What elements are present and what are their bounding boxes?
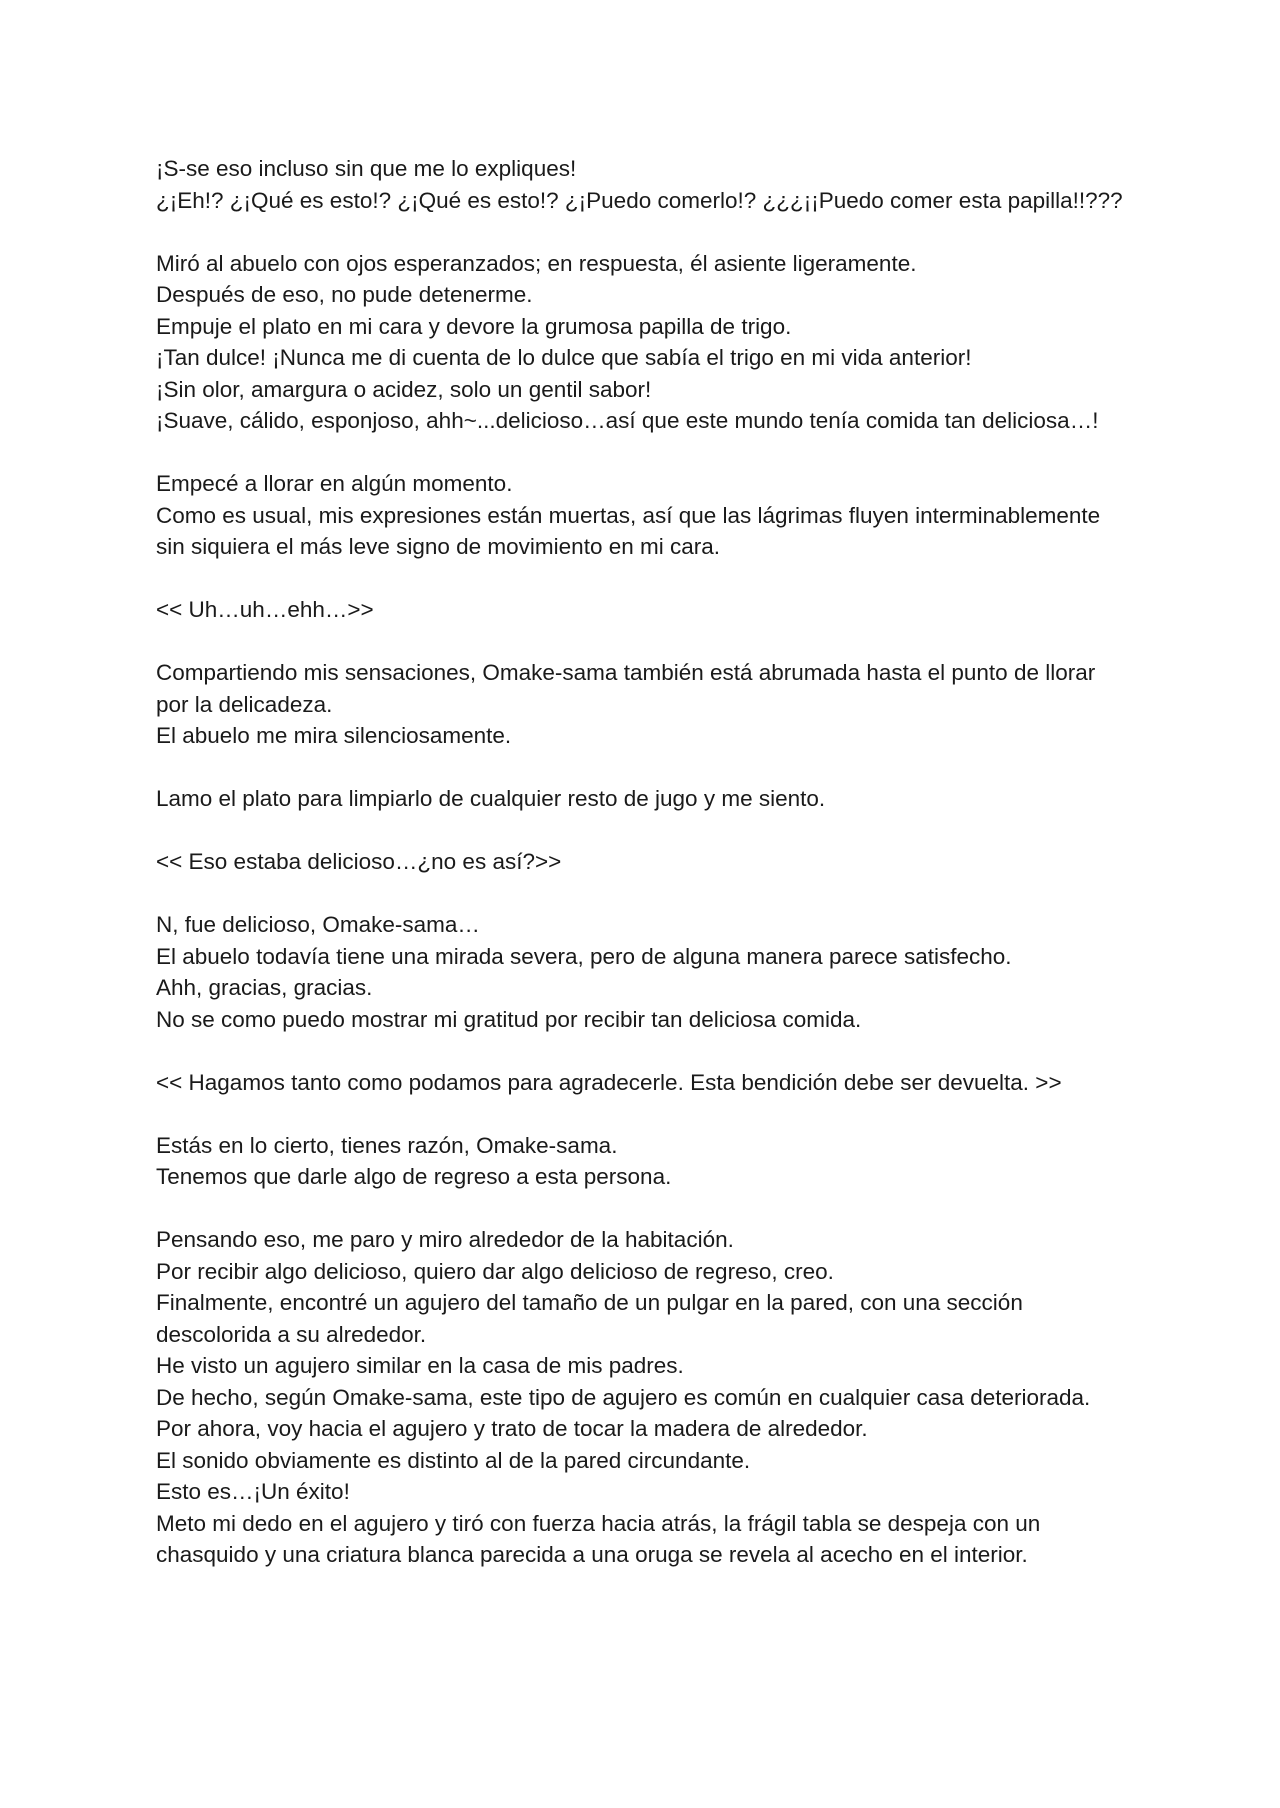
paragraph — [156, 783, 1126, 815]
text-line: Ahh, gracias, gracias. — [156, 975, 373, 1000]
document-body — [156, 153, 1126, 1602]
text-line: Después de eso, no pude detenerme. — [156, 282, 533, 307]
text-line: El abuelo todavía tiene una mirada severa, pero de alguna manera parece satisfecho. — [156, 943, 1012, 969]
text-line: El sonido obviamente es distinto al de la pared circundante. — [156, 1447, 751, 1473]
text-line: Finalmente, encontré un agujero del tamaño de un pulgar en la pared, con una sección descolorida a su alrededor. — [156, 1290, 1030, 1347]
text-line: ¡Suave, cálido, esponjoso, ahh~...delicioso…así que este mundo tenía comida tan deliciosa…! — [156, 408, 1099, 433]
text-line: Por recibir algo delicioso, quiero dar algo delicioso de regreso, creo. — [156, 1258, 834, 1284]
text-line: Meto mi dedo en el agujero y tiró con fuerza hacia atrás, la frágil tabla se despeja con un chasquido y una criatura blanca parecida a una oruga se revela al acecho en el interior. — [156, 1510, 1047, 1567]
text-line: Miró al abuelo con ojos esperanzados; en respuesta, él asiente ligeramente. — [156, 250, 917, 276]
text-line: Esto es…¡Un éxito! — [156, 1479, 350, 1504]
paragraph — [156, 1224, 1126, 1571]
paragraph — [156, 846, 1126, 878]
paragraph — [156, 1067, 1126, 1099]
text-line: << Hagamos tanto como podamos para agradecerle. Esta bendición debe ser devuelta. >> — [156, 1069, 1062, 1095]
paragraph — [156, 1130, 1126, 1193]
text-line: << Eso estaba delicioso…¿no es así?>> — [156, 849, 562, 874]
text-line: De hecho, según Omake-sama, este tipo de agujero es común en cualquier casa deteriorada. — [156, 1384, 1091, 1410]
text-line: ¡Tan dulce! ¡Nunca me di cuenta de lo dulce que sabía el trigo en mi vida anterior! — [156, 345, 972, 370]
text-line: Pensando eso, me paro y miro alrededor de la habitación. — [156, 1227, 734, 1252]
text-line: Empecé a llorar en algún momento. — [156, 471, 513, 496]
text-line: Por ahora, voy hacia el agujero y trato de tocar la madera de alrededor. — [156, 1416, 868, 1441]
paragraph — [156, 248, 1126, 437]
text-line: No se como puedo mostrar mi gratitud por recibir tan deliciosa comida. — [156, 1006, 862, 1032]
paragraph — [156, 909, 1126, 1035]
text-line: He visto un agujero similar en la casa de mis padres. — [156, 1353, 684, 1378]
text-line: << Uh…uh…ehh…>> — [156, 597, 374, 622]
text-line: N, fue delicioso, Omake-sama… — [156, 912, 480, 937]
paragraph — [156, 153, 1126, 216]
text-line: El abuelo me mira silenciosamente. — [156, 723, 512, 748]
text-line: Tenemos que darle algo de regreso a esta persona. — [156, 1164, 672, 1189]
text-line: ¡S-se eso incluso sin que me lo expliques! — [156, 156, 577, 181]
text-line: ¡Sin olor, amargura o acidez, solo un gentil sabor! — [156, 376, 652, 402]
text-line: Estás en lo cierto, tienes razón, Omake-sama. — [156, 1132, 618, 1158]
text-line: Empuje el plato en mi cara y devore la grumosa papilla de trigo. — [156, 313, 792, 339]
paragraph — [156, 594, 1126, 626]
text-line: Lamo el plato para limpiarlo de cualquier resto de jugo y me siento. — [156, 786, 826, 811]
text-line: ¿¡Eh!? ¿¡Qué es esto!? ¿¡Qué es esto!? ¿¡Puedo comerlo!? ¿¿¿¡¡Puedo comer esta papilla!!??? — [156, 187, 1123, 213]
text-line: Compartiendo mis sensaciones, Omake-sama también está abrumada hasta el punto de llorar por la delicadeza. — [156, 660, 1102, 717]
text-line: Como es usual, mis expresiones están muertas, así que las lágrimas fluyen interminablemente sin siquiera el más leve signo de movimiento en mi cara. — [156, 502, 1107, 559]
paragraph — [156, 468, 1126, 563]
paragraph — [156, 657, 1126, 752]
